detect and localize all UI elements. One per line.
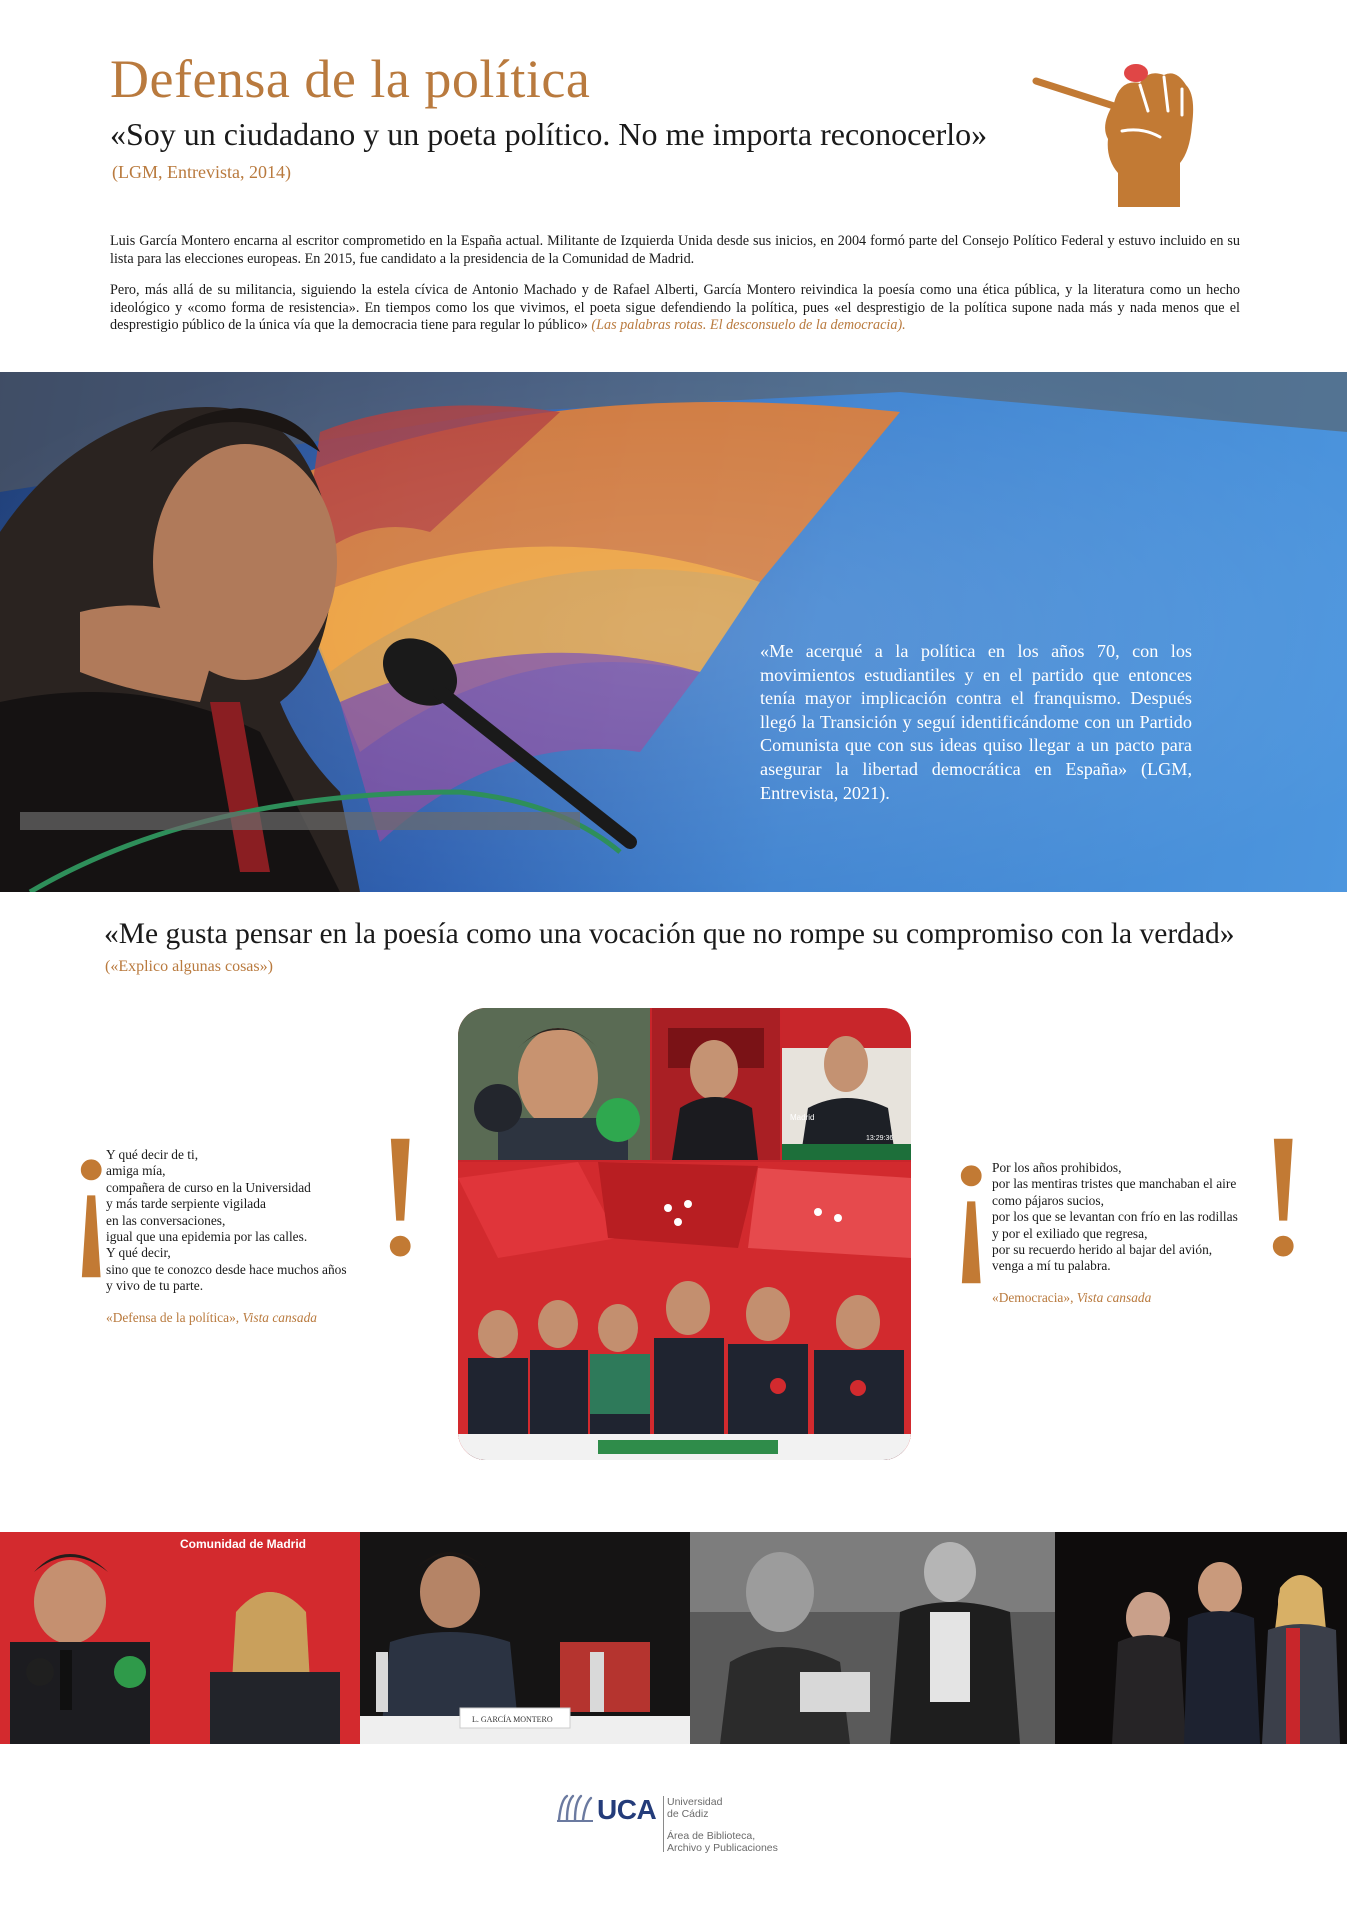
tv-logo-tag: Madrid [790,1113,815,1122]
left-poem-text: Y qué decir de ti, amiga mía, compañera de curso en la Universidad y más tarde serpiente vigilada en las conversaciones, igual que una epidemia por las calles. Y qué decir, sino que te conozco desde hace muchos años y vivo de tu parte. [106,1147,347,1294]
section-quote-citation: («Explico algunas cosas») [105,958,273,975]
speaker-photo-band [0,372,1347,892]
right-poem-citation-title: «Democracia», [992,1290,1074,1305]
photo-collage-image [458,1008,911,1460]
intro-paragraph-2 [110,282,1240,335]
tv-time-tag: 13:29:36 [866,1135,894,1142]
left-poem-citation-title: «Defensa de la política», [106,1310,240,1325]
banner-text: Comunidad de Madrid [180,1537,306,1551]
left-poem-citation [106,1310,317,1326]
right-poem-closing-exclamation: ! [1254,1098,1313,1293]
logo-university-line1: Universidad [667,1796,723,1808]
bottom-photo-strip [0,1532,1347,1744]
speaker-photo [0,372,1347,892]
uca-lyre-icon [555,1790,595,1826]
uca-wordmark: UCA [597,1794,657,1825]
page-subtitle-quote: «Soy un ciudadano y un poeta político. No me importa reconocerlo» [110,116,988,152]
logo-department-line1: Área de Biblioteca, [667,1830,756,1842]
intro-paragraph-1: Luis García Montero encarna al escritor comprometido en la España actual. Militante de Izquierda Unida desde sus inicios, en 2004 formó parte del Consejo Político Federal y estuvo incluido en su lista para las elecciones europeas. En 2015, fue candidato a la presidencia de la Comunidad de Madrid. [110,233,1240,267]
band-quote: «Me acerqué a la política en los años 70, con los movimientos estudiantiles y en el partido que entonces tenía mayor implicación contra el franquismo. Después llegó la Transición y seguí identificándome con un Partido Comunista que con sus ideas quiso llegar a un pacto para asegurar la libertad democrática en España» (LGM, Entrevista, 2021). [760,641,1192,803]
page-title: Defensa de la política [110,49,591,109]
right-poem-citation-book: Vista cansada [1076,1290,1152,1305]
subtitle-citation: (LGM, Entrevista, 2014) [112,162,291,182]
right-poem-citation [992,1290,1151,1306]
intro-paragraph-2-reference: (Las palabras rotas. El desconsuelo de la democracia). [591,317,906,333]
university-logo [555,1790,805,1860]
logo-department-line2: Archivo y Publicaciones [667,1842,778,1854]
right-poem-opening-exclamation: ¡ [942,1092,1001,1287]
raised-fist-pen-icon [1030,55,1200,215]
left-poem-citation-book: Vista cansada [242,1310,317,1325]
bottom-photo-strip-image [0,1532,1347,1744]
left-poem-opening-exclamation: ¡ [62,1086,121,1281]
section-quote: «Me gusta pensar en la poesía como una vocación que no rompe su compromiso con la verdad» [104,918,1235,950]
intro-paragraph-2-text: Pero, más allá de su militancia, siguiendo la estela cívica de Antonio Machado y de Rafael Alberti, García Montero reivindica la poesía como una ética pública, y la literatura como un hecho ideológico y «como forma de resistencia». En tiempos como los que vivimos, el poeta sigue defendiendo la política, pues «el desprestigio de la política supone nada más y nada menos que el desprestigio público de la única vía que la democracia tiene para regular lo público» [110,282,1240,333]
nameplate-text: L. GARCÍA MONTERO [472,1715,553,1724]
right-poem-text: Por los años prohibidos, por las mentiras tristes que manchaban el aire como pájaros sucios, por los que se levantan con frío en las rodillas y por el exiliado que regresa, por su recuerdo herido al bajar del avión, venga a mí tu palabra. [992,1160,1238,1274]
logo-university-line2: de Cádiz [667,1808,709,1820]
photo-collage [458,1008,911,1460]
left-poem-closing-exclamation: ! [371,1098,430,1293]
logo-divider [663,1796,664,1852]
